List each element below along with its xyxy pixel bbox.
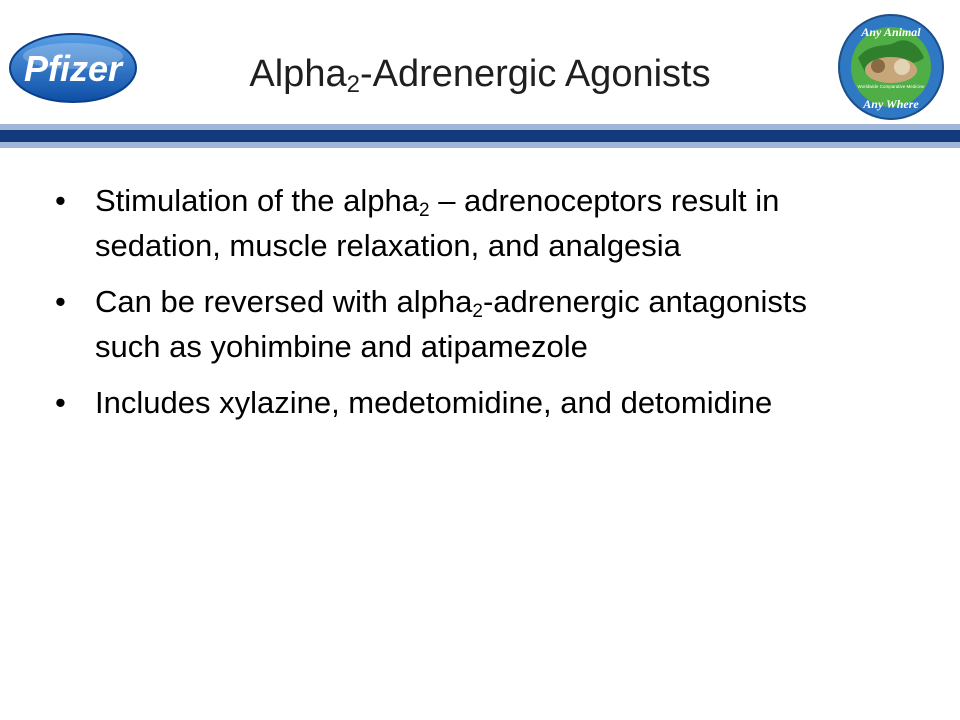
bullet-item bbox=[55, 380, 855, 425]
bullet-list bbox=[55, 178, 855, 436]
bullet-text-rest: -adrenergic antagonists such as yohimbine and atipamezole bbox=[95, 284, 807, 364]
logo-middle-text: Worldwide Comparative Medicine bbox=[857, 84, 925, 89]
bullet-item bbox=[55, 279, 855, 369]
bullet-subscript: 2 bbox=[419, 200, 430, 221]
bullet-text-rest: – adrenoceptors result in sedation, muscle relaxation, and analgesia bbox=[95, 183, 780, 263]
bullet-dot: • bbox=[55, 284, 66, 319]
bullet-item bbox=[55, 178, 855, 268]
bullet-text: Can be reversed with alpha bbox=[95, 284, 473, 319]
header-band-dark bbox=[0, 130, 960, 142]
title-text-rest: -Adrenergic Agonists bbox=[359, 53, 711, 95]
logo-top-text: Any Animal bbox=[861, 25, 921, 39]
slide-title bbox=[0, 50, 960, 98]
bullet-dot: • bbox=[55, 183, 66, 218]
bullet-text: Includes xylazine, medetomidine, and detomidine bbox=[95, 385, 773, 420]
logo-bottom-text: Any Where bbox=[863, 97, 919, 111]
pfizer-logo-text: Pfizer bbox=[23, 48, 123, 89]
bullet-subscript: 2 bbox=[472, 301, 483, 322]
bullet-text: Stimulation of the alpha bbox=[95, 183, 419, 218]
title-subscript: 2 bbox=[346, 71, 360, 98]
header-band-light-bottom bbox=[0, 142, 960, 148]
title-text: Alpha bbox=[249, 53, 347, 95]
bullet-dot: • bbox=[55, 385, 66, 420]
